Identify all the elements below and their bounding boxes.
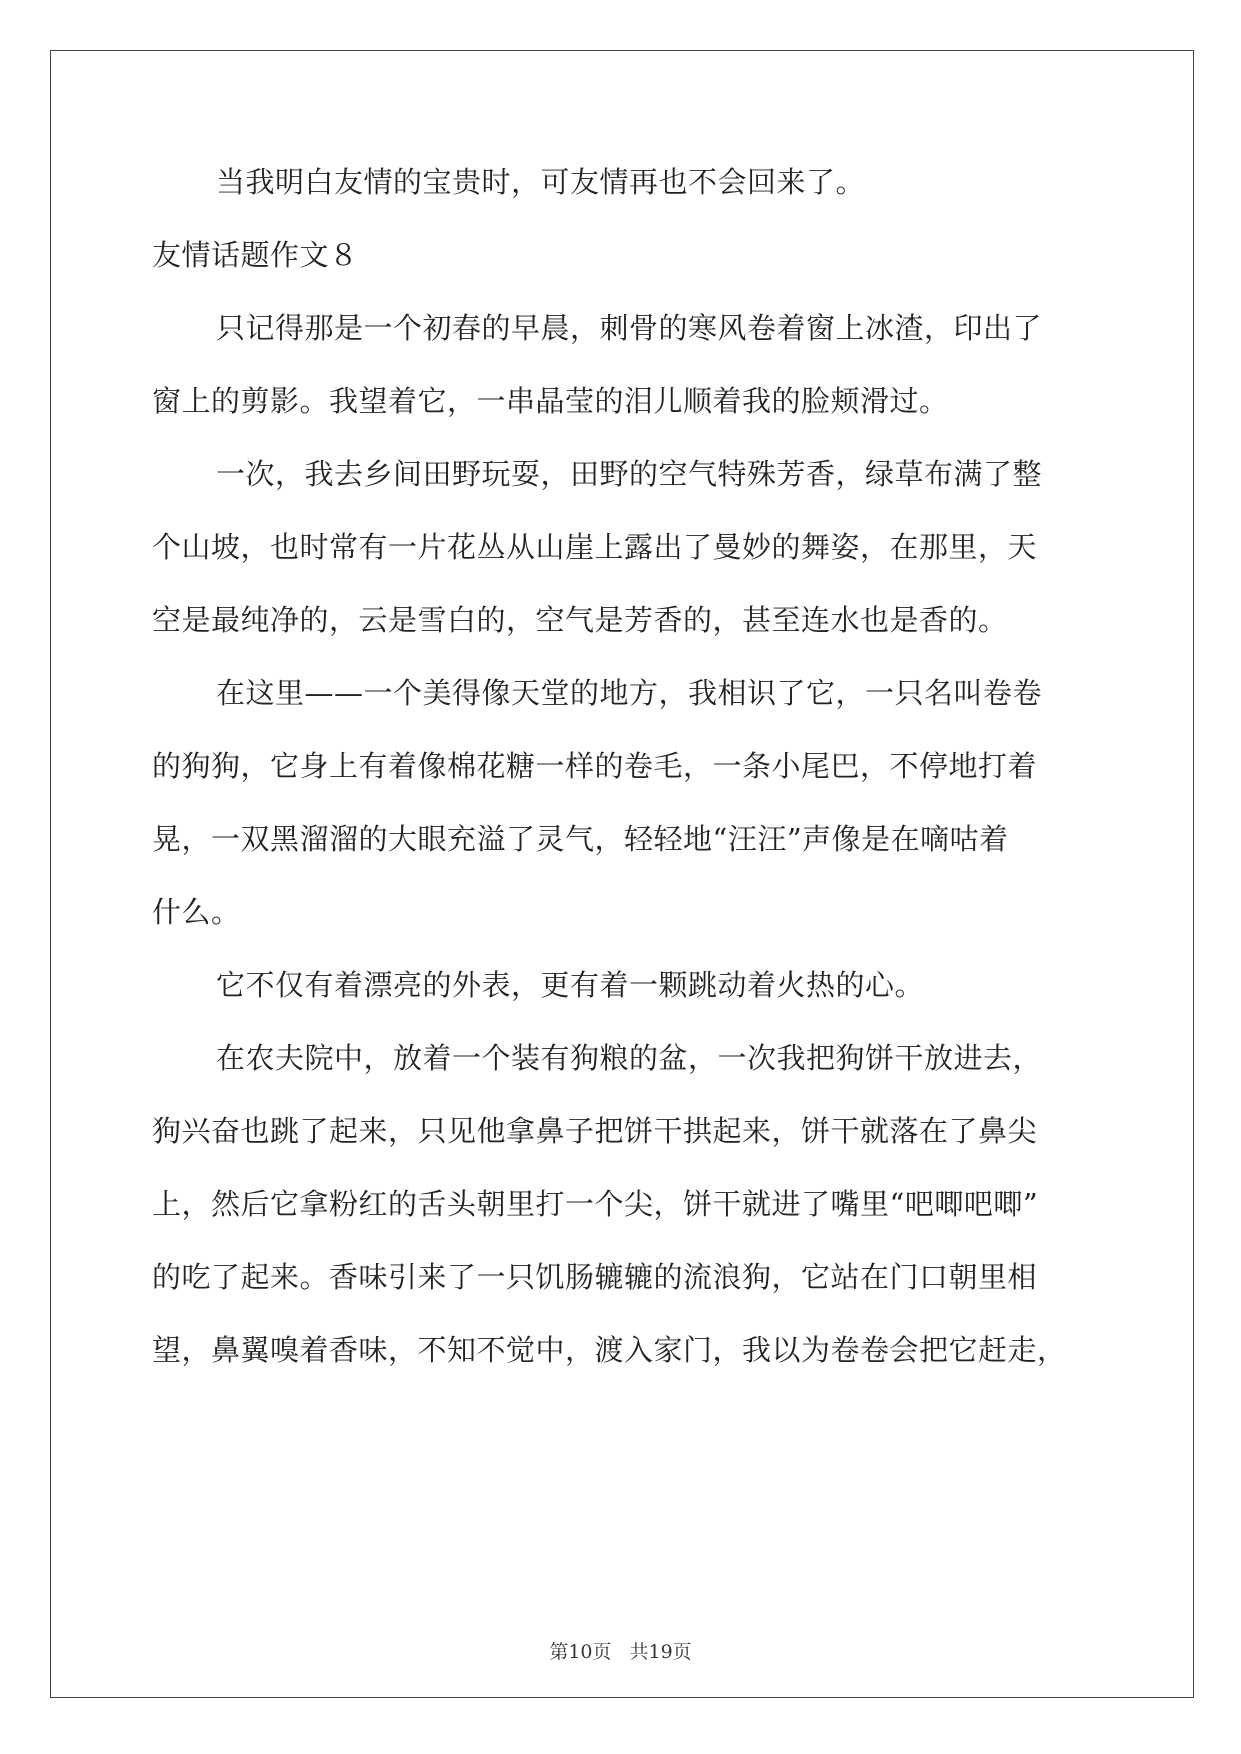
paragraph-line: 的狗狗，它身上有着像棉花糖一样的卷毛，一条小尾巴，不停地打着 [152,749,1038,783]
paragraph-line: 狗兴奋也跳了起来，只见他拿鼻子把饼干拱起来，饼干就落在了鼻尖 [152,1114,1038,1148]
paragraph-line: 一次，我去乡间田野玩耍，田野的空气特殊芳香，绿草布满了整 [216,457,1043,491]
page-number: 第10页 [549,1641,612,1663]
paragraph-line: 在这里——一个美得像天堂的地方，我相识了它，一只名叫卷卷 [216,676,1043,710]
paragraph-line: 窗上的剪影。我望着它，一串晶莹的泪儿顺着我的脸颊滑过。 [152,384,949,418]
paragraph-line: 在农夫院中，放着一个装有狗粮的盆，一次我把狗饼干放进去， [216,1041,1043,1075]
paragraph-line: 望，鼻翼嗅着香味，不知不觉中，渡入家门，我以为卷卷会把它赶走， [152,1333,1067,1367]
paragraph-line: 上，然后它拿粉红的舌头朝里打一个尖，饼干就进了嘴里“吧唧吧唧” [152,1187,1039,1221]
page-border [50,50,1194,1698]
page-total: 共19页 [629,1641,692,1663]
paragraph-line: 它不仅有着漂亮的外表，更有着一颗跳动着火热的心。 [216,968,925,1002]
paragraph-line: 的吃了起来。香味引来了一只饥肠辘辘的流浪狗，它站在门口朝里相 [152,1260,1038,1294]
section-heading: 友情话题作文８ [152,238,359,272]
paragraph-line: 晃，一双黑溜溜的大眼充溢了灵气，轻轻地“汪汪”声像是在嘀咕着 [152,822,1009,856]
page-footer [0,1637,1241,1664]
paragraph-line: 空是最纯净的，云是雪白的，空气是芳香的，甚至连水也是香的。 [152,603,1008,637]
paragraph-line: 只记得那是一个初春的早晨，刺骨的寒风卷着窗上冰渣，印出了 [216,311,1043,345]
paragraph-line: 个山坡，也时常有一片花丛从山崖上露出了曼妙的舞姿，在那里，天 [152,530,1038,564]
paragraph-line: 什么。 [152,895,241,929]
paragraph-line: 当我明白友情的宝贵时，可友情再也不会回来了。 [216,165,866,199]
